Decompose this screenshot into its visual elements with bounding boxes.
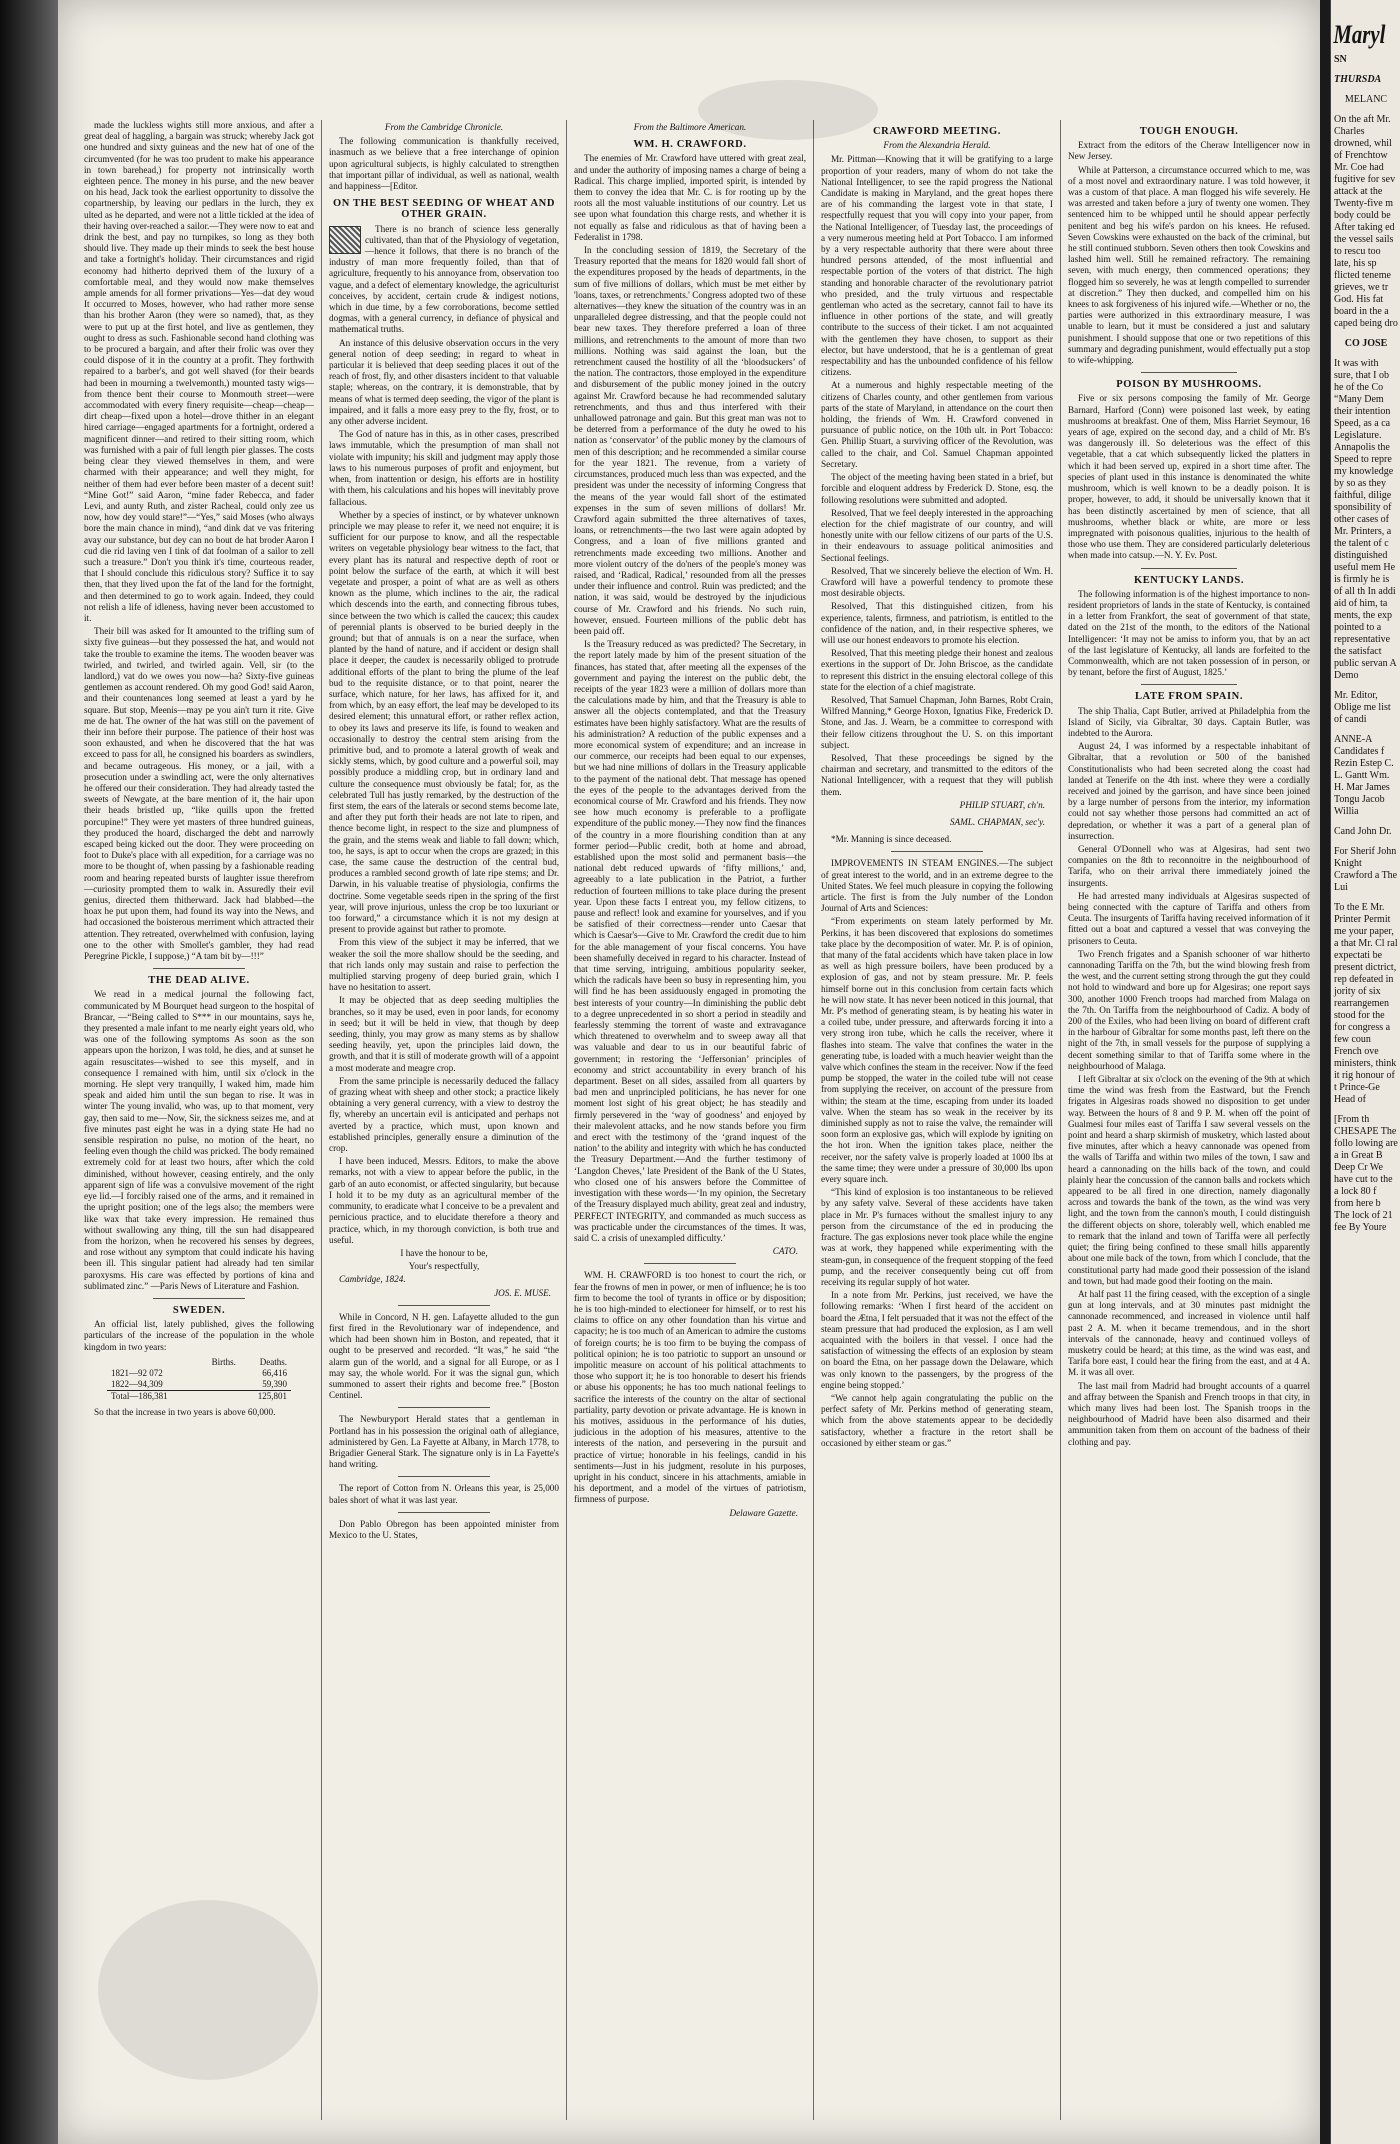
headline-seeding-wheat: ON THE BEST SEEDING OF WHEAT AND OTHER GRAIN. bbox=[332, 198, 556, 221]
article-paragraph: The enemies of Mr. Crawford have uttered with great zeal, and under the authority of imposing names a charge of being a Radical. This charge implied, imported spirit, is intended by them to convey the idea that Mr. C. is for rooting up by the roots all the most valuable institutions of our country. Let us see upon what foundation this charge rests, and whether it is not equally as false and ridiculous as that of having been a Federalist in 1798. bbox=[574, 153, 806, 242]
article-paragraph: General O'Donnell who was at Algesiras, had sent two companies on the 8th to reconnoitre in the neighbourhood of Tarifa, who on their arrival there immediately joined the insurgents. bbox=[1068, 843, 1310, 888]
article-paragraph: The last mail from Madrid had brought accounts of a quarrel and affray between the Spanish and French troops in that city, in which many lives had been lost. The Spanish troops in the neighbourhood of Madrid have been also disarmed and their ammunition taken from them on account of the badness of their clothing and pay. bbox=[1068, 1380, 1310, 1447]
news-item-lafayette: While in Concord, N H. gen. Lafayette alluded to the gun first fired in the Revolutionary war of independence, and which had been shown him in Boston, and repeated, that it ought to be preserved and recorded. “It was,” he said “the alarm gun of the world, and a signal for all Europe, or as I may say, the whole world. For it was the signal gun, which summoned to assert their rights and become free.” [Boston Centinel. bbox=[329, 1311, 559, 1401]
article-dead-alive: We read in a medical journal the following fact, communicated by M Bourquet head surgeon to the hospital of Brancar, —“Being called to S*** in our mountains, says he, they presented a male infant to me nearly eight years old, who was one of the following symptoms As soon as the son appears upon the horizon, I was told, he dies, and at sunset he again resuscitates—wished to see this myself, and in consequence I remained with him, until six o'clock in the morning. He slept very tranquilly, I waked him, made him speak and aided him until the sun began to rise. It was in winter The young invalid, who was, up to that moment, very gay, then said to me—Now, Sir, the sickness seizes me, and at five minutes past eight he was in a dying state He had no sensible respiration no pulse, no motion of the heart, no feeling even though the child was pricked. The body remained extremely cold for at least two hours, after which the cold diminished, without however, ceasing entirely, and the only apparent sign of life was a convulsive movement of the right eye lid.—I forcibly raised one of the arms, and it remained in the upright position; one of the legs also; the members were like wax that take every impression. He remained thus without swallowing any thing, till the sun had disappeared from the horizon, when he recovered his senses by degrees, and rose without any symptom that could indicate his having been ill. This singular patient had already had ten similar paroxysms. His care was effected by portions of kina and sublimated zinc.” —Paris News of Literature and Fashion. bbox=[84, 989, 314, 1291]
article-paragraph: There is no branch of science less generally cultivated, than that of the Physiology of vegetation,—hence it follows, that there is no branch of the industry of man more frequently foiled, than that of agriculture, frequently to his annoyance from, observation too vague, and a defect of elementary knowledge, the agriculturist conceives, by accident, certain crude & indigest notions, which in due time, by a few corroborations, become settled dogmas, with a general currency, in defiance of physical and mathematical truths. bbox=[329, 223, 559, 335]
column-5 bbox=[1064, 120, 1314, 2120]
article-paragraph: From this view of the subject it may be inferred, that we weaker the soil the more shallow should be the seeding, and that rich lands only may sustain and raise to perfection the multiplied starving progeny of deep buried grain, which I have no hesitation to assert. bbox=[329, 937, 559, 993]
table-row: 1821—92 072 66,416 bbox=[111, 1367, 287, 1378]
article-paragraph: “From experiments on steam lately performed by Mr. Perkins, it has been discovered that explosions do sometimes take place by the decomposition of water. Mr. P. is of opinion, that many of the fatal accidents which have taken place in low as well as high pressure boilers, have been produced by a explosion of gas, and not by steam pressure. Mr. P. feels himself borne out in this conclusion from certain facts which he will now state. It has never been noticed in this journal, that Mr. P's method of generating steam, is by heating his water in a coiled tube, under pressure, and afterwards forcing it into a very strong iron tube, which he calls the receiver, where it flashes into steam. The valve that confines the water in the generating tube, is loaded with a much heavier weight than the valve which confines the steam in the receiver. Now if the feed pump be stopped, the water in the coiled tube will not cease from supplying the receiver, on account of the pressure from within; the steam at the time, escaping from under its loaded valve. When the steam has so weak in the receiver by its diminished supply as not to raise the valve, the remainder will soon form an explosive gas, which will explode by igniting on the hot iron. When the ignition takes place, neither the receiver, nor the safety valve is properly loaded at 1000 lbs at the same time; they were under a pressure of 30,000 lbs upon every square inch. bbox=[821, 916, 1053, 1185]
resolution: Resolved, That this distinguished citizen, from his experience, talents, firmness, and patriotism, is entitled to the confidence of the nation, and, in their respective spheres, we will use our honest endeavors to promote his election. bbox=[821, 601, 1053, 645]
section-divider bbox=[153, 1298, 245, 1299]
column-rule bbox=[321, 120, 322, 2120]
article-paragraph: I have been induced, Messrs. Editors, to make the above remarks, not with a view to appear before the public, in the garb of an auto economist, or affected singularity, but because I hold it to be my duty as an agricultural member of the community, to eradicate what I conceive to be a prevalent and pernicious practice, and to elucidate therefore a theory and practice, which, in my thorough conviction, is both true and useful. bbox=[329, 1156, 559, 1245]
paper-stain bbox=[698, 80, 878, 140]
editor-intro: The following communication is thankfully received, inasmuch as we believe that a free interchange of opinion upon agricultural subjects, is highly calculated to strengthen that important pillar of individual, as well as national, wealth and happiness—[Editor. bbox=[329, 136, 559, 192]
headline-dead-alive: THE DEAD ALIVE. bbox=[148, 975, 250, 987]
article-paragraph: “This kind of explosion is too instantaneous to be relieved by any safety valve. Several of these accidents have taken place in Mr. P's furnaces without the smallest injury to any person from the circumstance of the ed in producing the fracture. The gas explosions never took place while the engine was at work, they happened while experimenting with the steam-gun, in consequence of the frequent stopping of the feed pump, and the receiver consequently being cut off from receiving its regular supply of hot water. bbox=[821, 1187, 1053, 1287]
headline-sweden: SWEDEN. bbox=[172, 1304, 226, 1316]
secretary-signature: SAML. CHAPMAN, sec'y. bbox=[949, 816, 1045, 827]
resolution: Resolved, That Samuel Chapman, John Barnes, Robt Crain, Wilfred Manning,* George Hoxon, Ignatius Fike, Frederick D. Stone, and Jas. J. Wearn, be a committee to correspond with their fellow citizens throughout the U. S. on this important subject. bbox=[821, 694, 1053, 750]
section-divider bbox=[398, 1512, 490, 1513]
article-paragraph: In the concluding session of 1819, the Secretary of the Treasury reported that the means for 1820 would fall short of the expenditures proposed by the heads of departments, in the sum of five millions of dollars, which must be met either by 'loans, taxes, or retrenchments.' Congress adopted two of these alternatives—they knew the situation of the country was in an unparalleled degree distressing, and that the people could not bear new taxes. They therefore preferred a loan of three millions, and retrenchments to the amount of more than two millions. Nothing was said against the loan, but the retrenchment caused the hostility of all the ‘bloodsuckers’ of the nation. The contractors, those employed in the expenditure and disbursement of the public money joined in the outcry against Mr. Crawford because he had recommended salutary retrenchments, and thus and thus interfered with their unhallowed patronage and gain. But this great man was not to be deterred from a performance of the duty he owed to his nation as ‘conservator’ of the public money by the clamours of men of this description; and he recommended a similar course for the year 1821. The revenue, from a variety of circumstances, produced much less than was expected, and the president was under the necessity of informing Congress that the means of the year would fall short of the estimated expenses in the sum of seven millions of dollars! Mr. Crawford again submitted the three alternatives of taxes, loans, or retrenchments—the two last were again adopted by Congress, and a loan of five millions granted and retrenchments made exceeding two millions. Another and more violent outcry of the do'ners of the people's money was raised, and ‘Radical, Radical,’ resounded from all the presses under their influence and control. Ruin was predicted; and the nation, it was said, would be destroyed by the injudicious course of Mr. Crawford and his friends. No such ruin, however, ensued. Fourteen millions of the public debt has been paid off. bbox=[574, 245, 806, 636]
section-divider bbox=[1141, 568, 1238, 569]
headline-crawford-meeting: CRAWFORD MEETING. bbox=[872, 126, 1002, 137]
article-paragraph: Whether by a species of instinct, or by whatever unknown principle we may please to refer it, we need not enquire; it is sufficient for our purpose to know, and all the respectable writers on vegetable physiology bear witness to the fact, that every plant has its natural and respective depth of root or point below the surface of the earth, at which it will best vegetate and prosper, a point of what are as well as others known as the plume, which inclines to the air, the radical which descends into the earth, and connecting fibrous tubes, since between the two which is called the caucex; this caudex of perennial plants is observed to be buried deeply in the ground; but that of annuals is on a near the surface, when planted by the hand of nature, and if accident or design shall place it deeper, the caudex is necessarily obliged to protrude additional efforts of the plant to bring the plume of the leaf bud to the requisite distance, or to that point, nearer the surface, which nature, for her laws, has affixed for it, and from which, by an easy effort, the leaf may be developed to its desired element; this unnatural effort, or rather reflex action, to obey its laws and preserve its life, is found to weaken and occasionally to destroy the central stem arising from the primitive bud, and to promote a lateral growth of weak and sickly stems, which, by good culture and a powerful soil, may possibly produce a middling crop, but in ordinary land and culture the consequence must obviously be fatal; for, as the celebrated Tull has justly remarked, by the destruction of the first stem, the ears of the laterals or second stems become late, and after they put forth their heads are not late to ripen, and thence become light, in respect to the size and plumpness of the grain, and the stems weak and liable to fall down; which, too, he says, is apt to occur when the crops are grazed; in this case, the same cause the destruction of the central bud, produces a rambled second growth of late ripe stems; and Dr. Darwin, in his valuable treatise of physiologia, confirms the doctrine. Some vegetable seeds ripen in the spring of the first year, will prove injurious, unless the crop be too luxuriant or too forward,” a circumstance which it is not my design at present to provide against but rather to promote. bbox=[329, 509, 559, 935]
news-item-obregon: Don Pablo Obregon has been appointed minister from Mexico to the U. States, bbox=[329, 1518, 559, 1540]
deaths-header: Deaths. bbox=[259, 1356, 287, 1367]
article-paragraph: At half past 11 the firing ceased, with the exception of a single gun at long intervals, and at 30 minutes past midnight the cannonade recommenced, and increased in violence until half past 2 A. M. when it became tremendous, and in the short intervals of the cannonade, heavy and continued volleys of musketry could be heard; at this time, as the wind was east, and Tarifa bore east, I could hear the firing from the east, and at 4 A. M. it was all over. bbox=[1068, 1288, 1310, 1378]
column-1 bbox=[80, 120, 318, 2120]
article-paragraph: At a numerous and highly respectable meeting of the citizens of Charles county, and other gentlemen from various parts of the state of Maryland, in attendance on the court then holding, the friends of Wm. H. Crawford convened in pursuance of public notice, on the 10th ult. in Port Tobacco: Gen. Phillip Stuart, a surviving officer of the Revolution, was called to the chair, and Col. Samuel Chapman appointed Secretary. bbox=[821, 380, 1053, 469]
section-divider bbox=[153, 968, 245, 969]
article-sweden: An official list, lately published, gives the following particulars of the increase of the population in the whole kingdom in two years: bbox=[84, 1319, 314, 1352]
article-paragraph: “We cannot help again congratulating the public on the perfect safety of Mr. Perkins method of generating steam, which from the above statements appear to be decidedly satisfactory, whether a fracture in the retort shall be occasioned by either steam or gas.” bbox=[821, 1392, 1053, 1448]
resolution: Resolved, That these proceedings be signed by the chairman and secretary, and transmitted to the editors of the National Intelligencer, with a request that they will publish them. bbox=[821, 752, 1053, 797]
column-3 bbox=[570, 120, 810, 2120]
article-paragraph: From the same principle is necessarily deduced the fallacy of grazing wheat with sheep and other stock; a practice likely obtaining a very general currency, with a view to destroy the fly, whereby an uncertain evil is anticipated and perhaps not averted by a practice, which must, upon known and established principles, generally ensure a diminution of the crop. bbox=[329, 1075, 559, 1154]
author-signature: JOS. E. MUSE. bbox=[494, 1287, 551, 1298]
headline-late-from-spain: LATE FROM SPAIN. bbox=[1134, 691, 1244, 703]
article-paragraph: The ship Thalia, Capt Butler, arrived at Philadelphia from the Island of Sicily, via Gibraltar, 30 days. Captain Butler, was indebted to the Aurora. bbox=[1068, 705, 1310, 738]
scan-left-edge bbox=[0, 0, 58, 2144]
section-divider bbox=[891, 851, 984, 852]
table-row: 1822—94,309 59,390 bbox=[111, 1379, 287, 1390]
masthead-fragment: Maryl bbox=[1333, 20, 1386, 49]
decorative-cut-image bbox=[329, 226, 361, 254]
article-paragraph: The following information is of the highest importance to non-resident proprietors of lands in the state of Kentucky, is contained in a letter from Frankfort, the seat of government of that state, dated on the 21st of the month, to the editors of the National Intelligencer: ‘It may not be amiss to inform you, that by an act of the last legislature of Kentucky, all lands are forfeited to the Commonwealth, which are not taken possession of in person, or by tenant, before the first of August, 1825.’ bbox=[1068, 588, 1310, 678]
source-line: From the Cambridge Chronicle. bbox=[384, 122, 504, 132]
headline-tough-enough: TOUGH ENOUGH. bbox=[1139, 126, 1239, 137]
source-line: From the Baltimore American. bbox=[633, 122, 747, 132]
column-2 bbox=[325, 120, 563, 2120]
table-total-row: Total—186,381 125,801 bbox=[107, 1391, 291, 1403]
article-paragraph: The object of the meeting having been stated in a brief, but forcible and eloquent address by Frederick D. Stone, esq. the following resolutions were submitted and adopted. bbox=[821, 472, 1053, 505]
section-divider bbox=[398, 1305, 490, 1306]
article-paragraph: Extract from the editors of the Cheraw Intelligencer now in New Jersey. bbox=[1068, 140, 1310, 162]
source-line: From the Alexandria Herald. bbox=[883, 140, 991, 151]
article-paragraph: I left Gibraltar at six o'clock on the evening of the 9th at which time the wind was fresh from the Eastward, but the French frigates in Algesiras roads showed no disposition to get under way. Between the hours of 8 and 9 P. M. when off the point of Gualmesi four miles east of Tariffa I saw several vessels on the point and heard a sharp skirmish of musketry, which lasted about five minutes, after which a heavy cannonade was opened from the walls of Tariffa and within two miles of the town, I saw and heard a cannonading on the hills back of the town, and could plainly hear the concussion of the cannon balls and rockets which appeared to be all fired in one direction, namely diagonally across and towards the bank of the town, as the wind was very light, and the town from the cannon's mouth, I could distinguish the different objects on shore, tolerably well, which enabled me to remark that the inland and town of Tariffa were all perfectly quiet; the firing being confined to these small hills apparently about one mile back of the town, from which I conclude, that the constitutional party had made good their possession of the island and town, but had made good their footing on the main. bbox=[1068, 1074, 1310, 1286]
headline-kentucky-lands: KENTUCKY LANDS. bbox=[1133, 574, 1245, 586]
article-paragraph: Five or six persons composing the family of Mr. George Barnard, Harford (Conn) were poisoned last week, by eating mushrooms at breakfast. One of them, Miss Harriet Seymour, 16 years of age, expired on the second day, and a child of Mr. B's was dangerously ill. So deleterious was the effect of this vegetable, that a cat which subsequently licked the platters in which it had been served up, expired in a short time after. The species of plant used in this instance is denominated the white mushroom, which is well known to be a deadly poison. It is proper, however, to add, it should be universally known that it has been distinctly ascertained by men of science, that all mushrooms, whether black or white, are more or less impregnated with poisonous qualities, injurious to the health of those who use them. They are considered particularly deleterious when made into catsup.—N. Y. Ev. Post. bbox=[1068, 393, 1310, 561]
column-4 bbox=[817, 120, 1057, 2120]
births-header: Births. bbox=[211, 1356, 236, 1367]
section-divider bbox=[1141, 684, 1238, 685]
headline-poison-mushrooms: POISON BY MUSHROOMS. bbox=[1116, 379, 1262, 391]
article-paragraph: The God of nature has in this, as in other cases, prescribed laws immutable, which the presumption of man shall not violate with impunity; his skill and judgment may apply those laws to his numerous purposes of profit and enjoyment, but when, from inattention or design, his efforts are in hostility with them, his calculations and his hopes will inevitably prove fallacious. bbox=[329, 429, 559, 507]
article-paragraph: WM. H. CRAWFORD is too honest to court the rich, or fear the frowns of men in power, or men of influence; he is too firm to become the tool of tyrants in office or by disposition; he is too high-minded to electioneer for himself, or to rest his claims to office on any other foundation than his virtue and capacity; he is too much of an American to admire the customs of foreign courts; he is too firm to be buying the compass of political opinion; he is too patriotic to support an unsound or impolitic measure on account of his political attachments to those who support it; he is too honorable to desert his friends or abuse his opponents; he has too much national feelings to sacrifice the interests of the country on the altar of sectional partiality, party devotion or private advantage. He is known in his motives, assiduous in the performance of his duties, judicious in the adoption of his measures, attentive to the interests of the nation, and persevering in the pursuit and practice of virtue; honorable in his feelings, candid in his sentiments—Just in his judgment, resolute in his purposes, upright in his conduct, sincere in his attachments, amiable in his deportment, and a model of the virtues of patriotism, firmness of purpose. bbox=[574, 1270, 806, 1505]
author-signature: CATO. bbox=[772, 1246, 798, 1257]
resolution: Resolved, That we sincerely believe the election of Wm. H. Crawford will have a powerful tendency to promote these most desirable objects. bbox=[821, 565, 1053, 599]
adjacent-page-fragment: Maryl SN THURSDA MELANC On the aft Mr. Charles drowned, whil of Frenchtow Mr. Coe had fugitive for sev attack at the Twenty-five m body could be After taking ed the vessel sails to rescu too late, his sp flicted teneme grieves, we tr God. His fat board in the a caped being dro CO JOSE It was with sure, that I ob he of the Co “Many Dem their intention Speed, as a ca Legislature. Annapolis the Speed to repre my knowledge by so as they faithful, dilige sponsibility of other cases of Mr. Printers, a the talent of c distinguished useful mem He is firmly he is of all th In addi aid of him, ta ments, the exp pointed to a representative the satisfact public servan A Demo Mr. Editor, Oblige me list of candi ANNE-A Candidates f Rezin Estep C. L. Gantt Wm. H. Mar James Tongu Jacob Willia Cand John Dr. For Sherif John Knight Crawford a The Lui To the E Mr. Printer Permit me your paper, a that Mr. Cl ral expectati be present dictrict, rep defeated in jority of six rearrangemen stood for the for congress a few coun French ove ministers, think it rig honour of t Prince-Ge Head of [From th CHESAPE The follo lowing are a in Great B Deep Cr We have cut to the a lock 80 f from here b The lock of 21 fee By Youre bbox=[1330, 0, 1400, 2144]
column-rule bbox=[813, 120, 814, 2120]
article-paragraph: It may be objected that as deep seeding multiplies the branches, so it may be used, even in poor lands, for economy in seed; but it will be held in view, that though by deep seeding, thinly, you may grow as many stems as by shallow seeding heavily, yet, upon the principles laid down, the growth, and that it is still of moderate growth will of a appoint a most moderate and meagre crop. bbox=[329, 995, 559, 1073]
article-paragraph: Mr. Pittman—Knowing that it will be gratifying to a large proportion of your readers, many of whom do not take the National Intelligencer, to see the rapid progress the National Candidate is making in Maryland, and the great hopes there are of his commanding the largest vote in that state, I respectfully request that you will copy into your paper, from the National Intelligencer, of Tuesday last, the proceedings of a very numerous meeting held at Port Tobacco. I am informed by a very respectable authority that there were about three hundred persons attended, of the most influential and respectable portion of the voters of that district. The high standing and honorable character of the revolutionary patriot who presided, and the truly virtuous and respectable gentleman who acted as the secretary, cannot fail to have its influence in other portions of the state, and will greatly contribute to the success of their ticket. I am not acquainted with the gentlemen they have chosen, to support as their elector, but have understood, that he is a gentleman of great respectability and has the unbounded confidence of his fellow citizens. bbox=[821, 154, 1053, 378]
article-steam-engines: IMPROVEMENTS IN STEAM ENGINES.—The subject of great interest to the world, and in an extreme degree to the United States. We feel much pleasure in copying the following article. The first is from the July number of the London Journal of Arts and Sciences: bbox=[821, 858, 1053, 914]
section-divider bbox=[1141, 372, 1238, 373]
article-sweden-conclusion: So that the increase in two years is above 60,000. bbox=[94, 1406, 276, 1417]
chairman-signature: PHILIP STUART, ch'n. bbox=[959, 799, 1045, 810]
footnote: *Mr. Manning is since deceased. bbox=[831, 834, 952, 845]
article-paragraph: In a note from Mr. Perkins, just received, we have the following remarks: ‘When I first heard of the accident on board the Ætna, I felt persuaded that it was not the effect of the steam pressure that had produced the explosion, as I am well acquainted with the boilers in that vessel. I once had the satisfaction of witnessing the effects of an explosion by steam on board the Etna, on her passage down the Delaware, which was only known to the passengers, by the progress of the engine being stopped.’ bbox=[821, 1290, 1053, 1390]
section-divider bbox=[398, 1476, 490, 1477]
dateline: Cambridge, 1824. bbox=[339, 1274, 406, 1285]
resolution: Resolved, That we feel deeply interested in the approaching election for the chief magistrate of our country, and will honestly unite with our fellow citizens of our parts of the U.S. in their endeavours to assuage political animosities and Sectional feelings. bbox=[821, 507, 1053, 563]
article-paragraph: Is the Treasury reduced as was predicted? The Secretary, in the report lately made by him of the present situation of the finances, has stated that, after meeting all the expenses of the government and paying the interest on the public debt, the receipts of the year 1823 were a million of dollars more than the calculations made by him, and that the Treasury is able to answer all the objects contemplated, and that the Treasury estimates have been highly satisfactory. What are the results of his administration? A reduction of the public expenses and a more economical system of expenditure; and an increase in our commerce, our receipts had been equal to our expenses, but we had nine millions of dollars in the Treasury applicable to the payment of the national debt. That message has opened the eyes of the people to the advantages derived from the economical course of Mr. Crawford and his friends. They now see how much economy is preferable to a profligate expenditure of the public money.—They now find the finances of the country in a more flourishing condition than at any former period—Public credit, both at home and abroad, established upon the most solid and permanent basis—the national debt reduced upwards of ‘fifty millions,’ and, agreeably to a late publication in the Patriot, a further reduction of fourteen millions to take place during the present year. Upon these facts I entreat you, my fellow citizens, to pause and reflect! look and examine for yourselves, and if you be satisfied of their correctness—render unto Caesar that which is Caesar's—Give to Mr. Crawford the credit due to him for the able management of your fiscal concerns. You have been shamefully deceived in regard to his character. Instead of that time serving, intriguing, ambitious popularity seeker, which the radicals have been so busy in representing him, you will find he has been assiduously engaged in promoting the best interests of your country—In diminishing the public debt to a degree unprecedented in so short a period in steadily and fearlessly stemming the torrent of waste and extravagance which threatened to overwhelm and to sweep away all that was valuable and dear to us in our beautiful fabric of government; in restoring the ‘Jeffersonian’ principles of economy and strict accountability in every branch of his department. Beset on all sides, assailed from all quarters by bad men and unprincipled politicians, he has never for one moment lost sight of his great object; he has steadily and firmly persevered in the ‘way of goodness’ and enjoyed by their malevolent attacks, and he now stands before you firm and erect with the testimony of the ‘grand inquest of the nation’ to the ability and integrity with which he has conducted the Treasury Department.—And the further testimony of ‘Langdon Cheves,’ late President of the Bank of the U States, who closed one of his answers before the Committee of investigation with these words—‘In my opinion, the Secretary of the Treasury displayed much ability, great zeal and industry, PERFECT INTEGRITY, and commanded as much success as was practicable under the circumstances of the times. It was, said C. a crisis of unexampled difficulty.’ bbox=[574, 639, 807, 1243]
news-item-cotton: The report of Cotton from N. Orleans this year, is 25,000 bales short of what it was last year. bbox=[329, 1483, 559, 1505]
closing-line: Your's respectfully, bbox=[408, 1261, 480, 1272]
newspaper-page bbox=[58, 0, 1320, 2144]
page-gutter bbox=[1320, 0, 1330, 2144]
population-table bbox=[107, 1357, 291, 1403]
closing-line: I have the honour to be, bbox=[400, 1247, 488, 1258]
section-divider bbox=[644, 1263, 737, 1264]
article-paragraph: Two French frigates and a Spanish schooner of war hitherto cannonading Tariffa on the 7th, but the wind blowing fresh from the west, and the current setting strong through the gut they could not hold to windward and bore up for Algesiras; one report says 300, another 1000 French troops had marched from Malaga on the 7th. On Tariffa from the neighbourhood of Cadiz. A body of 200 of the Exiles, who had been living on board of different craft in the harbour of Gibraltar for some months past, left there on the night of the 7th, in small vessels for the purpose of supplying a decent something similar to that of Tariffa some where in the neighbourhood of Malaga. bbox=[1068, 948, 1310, 1071]
article-paragraph: While at Patterson, a circumstance occurred which to me, was of a most novel and extraordinary nature. I was told however, it was a custom of that place. A man flogged his wife severely. He was arrested and taken before a jury of twenty one women. They sentenced him to be whipped until he should appear perfectly penitent and beg his wife's pardon on his knees. He refused. Seven Cowskins were exhausted on the back of the criminal, but he still continued stubborn. Seven others then took Cowskins and lashed him well. Still he remained refractory. The remaining seven, with much energy, then commenced operations; they flogged him so severely, he was at length compelled to surrender at discretion.” They then ducked, and compelled him on his knees to ask forgiveness of his injured wife.—Whether or no, the parties were authorized in this extraordinary measure, I was unable to learn, but it must be considered a just and salutary punishment. I should suppose that one or two repetitions of this summary and degrading punishment, would effectually put a stop to wife-whipping. bbox=[1068, 164, 1310, 366]
resolution: Resolved, That this meeting pledge their honest and zealous exertions in the support of Dr. John Briscoe, as the candidate to represent this district in the ensuing electoral college of this state for the election of a chief magistrate. bbox=[821, 648, 1053, 692]
column-rule bbox=[1060, 120, 1061, 2120]
article-paragraph: August 24, I was informed by a respectable inhabitant of Gibraltar, that a revolution or 500 of the banished Constitutionalists who had been secreted along the coast had landed at Tenerife on the 4th inst. where they were a cordially received and joined by the garrison, and have since been joined by a large number of persons from the interior, my information could not say whether those persons had committed an act of depredation, or whether it was a part of a general plan of insurrection. bbox=[1068, 741, 1310, 841]
article-paragraph: He had arrested many individuals at Algesiras suspected of being connected with the capture of Tariffa and others from Ceuta. The insurgents of Tariffa having received information of it fitted out a boat and captured a vessel that was conveying the prisoners to Ceuta. bbox=[1068, 890, 1310, 946]
news-item-newburyport: The Newburyport Herald states that a gentleman in Portland has in his possession the original oath of allegiance, administered by Gen. La Fayette at Albany, in March 1778, to Brigadier General Stark. The signature only is in La Fayette's hand writing. bbox=[329, 1414, 559, 1470]
article-paragraph: An instance of this delusive observation occurs in the very general notion of deep seeding; in regard to wheat in particular it is believed that deep seeding places it out of the reach of frost, fly, and other disasters incident to that valuable staple; whereas, on the contrary, it is demonstrable, that by means of what is termed deep seeding, the vigor of the plant is impaired, and it falls a more easy prey to the fly, frost, or to any other adverse incident. bbox=[329, 337, 559, 427]
headline-crawford: WM. H. CRAWFORD. bbox=[633, 139, 747, 151]
section-divider bbox=[398, 1407, 490, 1408]
column-rule bbox=[566, 120, 567, 2120]
source-credit: Delaware Gazette. bbox=[729, 1507, 798, 1518]
story-continuation: Their bill was asked for It amounted to the trifling sum of sixty five guineas—but they possessed the hat, and would not take the trouble to examine the items. The wooden beaver was twirled, and twirled, and twirled again. Vell, sir (to the landlord,) vat do we owes you now—ha? Sixty-five guineas gentlemen as account rendered. Oh my good God! said Aaron, and their countenances long seemed at least a yard by he square. But stop, Meenis—may pe you ain't turn it rite. Give me de hat. The owner of the hat was still on the pavement of their inn before their purpose. The patience of their host was soon exhausted, and when he discovered that the hat was exceed to pass for all, he consigned his boarders as swindlers, and became outrageous. His money, or a jail, with a prosecution under a swindling act, were the only alternatives he offered our their consideration. They had already tasted the sweets of Newgate, at the bare mention of it, the hair upon their heads bristled up, “like quills upon the fretted porcupine!” They were yet masters of three hundred guineas, they produced the hoard, discharged the debt and narrowly escaped being kicked out the door. They were proceeding on foot to Duke's place with all expedition, for a carriage was no more to be thought of, when passing by a fashionable reading room and hearing repeated bursts of laughter issue therefrom—curiosity prompted them to walk in. Assuredly their evil genius, directed them thitherward. Jack had blabbed—the hoax he put upon them, had found its way into the News, and had occasioned the boisterous merriment which attracted their attention. They retreated, overwhelmed with confusion, laying one to the other with Smollet's gambler, they had read Peregrine Pickle, I suppose,) “A tam bit by—!!!” bbox=[84, 626, 314, 962]
story-continuation: made the luckless wights still more anxious, and after a great deal of haggling, a bargain was struck; whereby Jack got one hundred and sixty guineas and the new hat of one of the circumvented (for he was too prudent to make his appearance in town barehead,) for property not intrinsically worth eighteen pence. The money in his purse, and the new beaver on his head, Jack took the earliest opportunity to dissolve the copartnership, by leaving our pedlars in the lurch, they ex ulted as he departed, and were not a little tickled at the idea of their having over-reached a sailor.—They were now to eat and drink the best, and pay no turnpikes, so long as they both should live. They made up their minds to seek the best house and take a fortnight's holiday. Their circumstances and rigid economy had hitherto deprived them of the luxury of a comfortable meal, and they would now make themselves ample amends for all former privations—Yes—dat dey woud It occurred to Moses, however, who had rather more sense than his brother Aaron (they were so named), that, as they were to put up at the first hotel, and live as gentlemen, they ought to dress as such. Fashionable second hand clothing was to be procured a bargain, and after their frolic was over they could dispose of it in the country at a profit. They forthwith repaired to a barber's, and got well shaved (for their beards had been in mourning a twelvemonth,) mounted tasty wigs—from thence bent their course to Monmouth street—were accommodated with every finery requisite—cheap—cheap—dirt cheap—fixed upon a hotel—drove thither in an elegant hired carriage—engaged apartments for a fortnight, ordered a magnificent dinner—and retired to their sitting room, which was furnished with a pair of full length pier glasses. The costs being clear they viewed themselves in them, and were charmed with their appearance; and well they might, for neither of them had ever before been master of a decent suit! “Mine Got!” said Aaron, “mine fader Rebecca, and fader Levi, and aunty Ruth, and zister Racheal, could only zee us now, how dey vould stare!”—“Yes,” said Moses (who always bore the main chance in mind), “and dink dat ve vas fritering avay our substance, but dey can no bout de hat broder Aaron I cud die rid laving ven I tink of dat foolman of a sailor to zell such a treasure.” Don't you think it's time, courteous reader, that I should conclude this ridiculous story? Suffice it to say then, that they lived upon the fat of the land for the fortnight, and then determined to go to work again. Indeed, they could not relish a life of idleness, having never been accustomed to it. bbox=[84, 120, 314, 623]
paper-stain bbox=[98, 1900, 318, 2080]
